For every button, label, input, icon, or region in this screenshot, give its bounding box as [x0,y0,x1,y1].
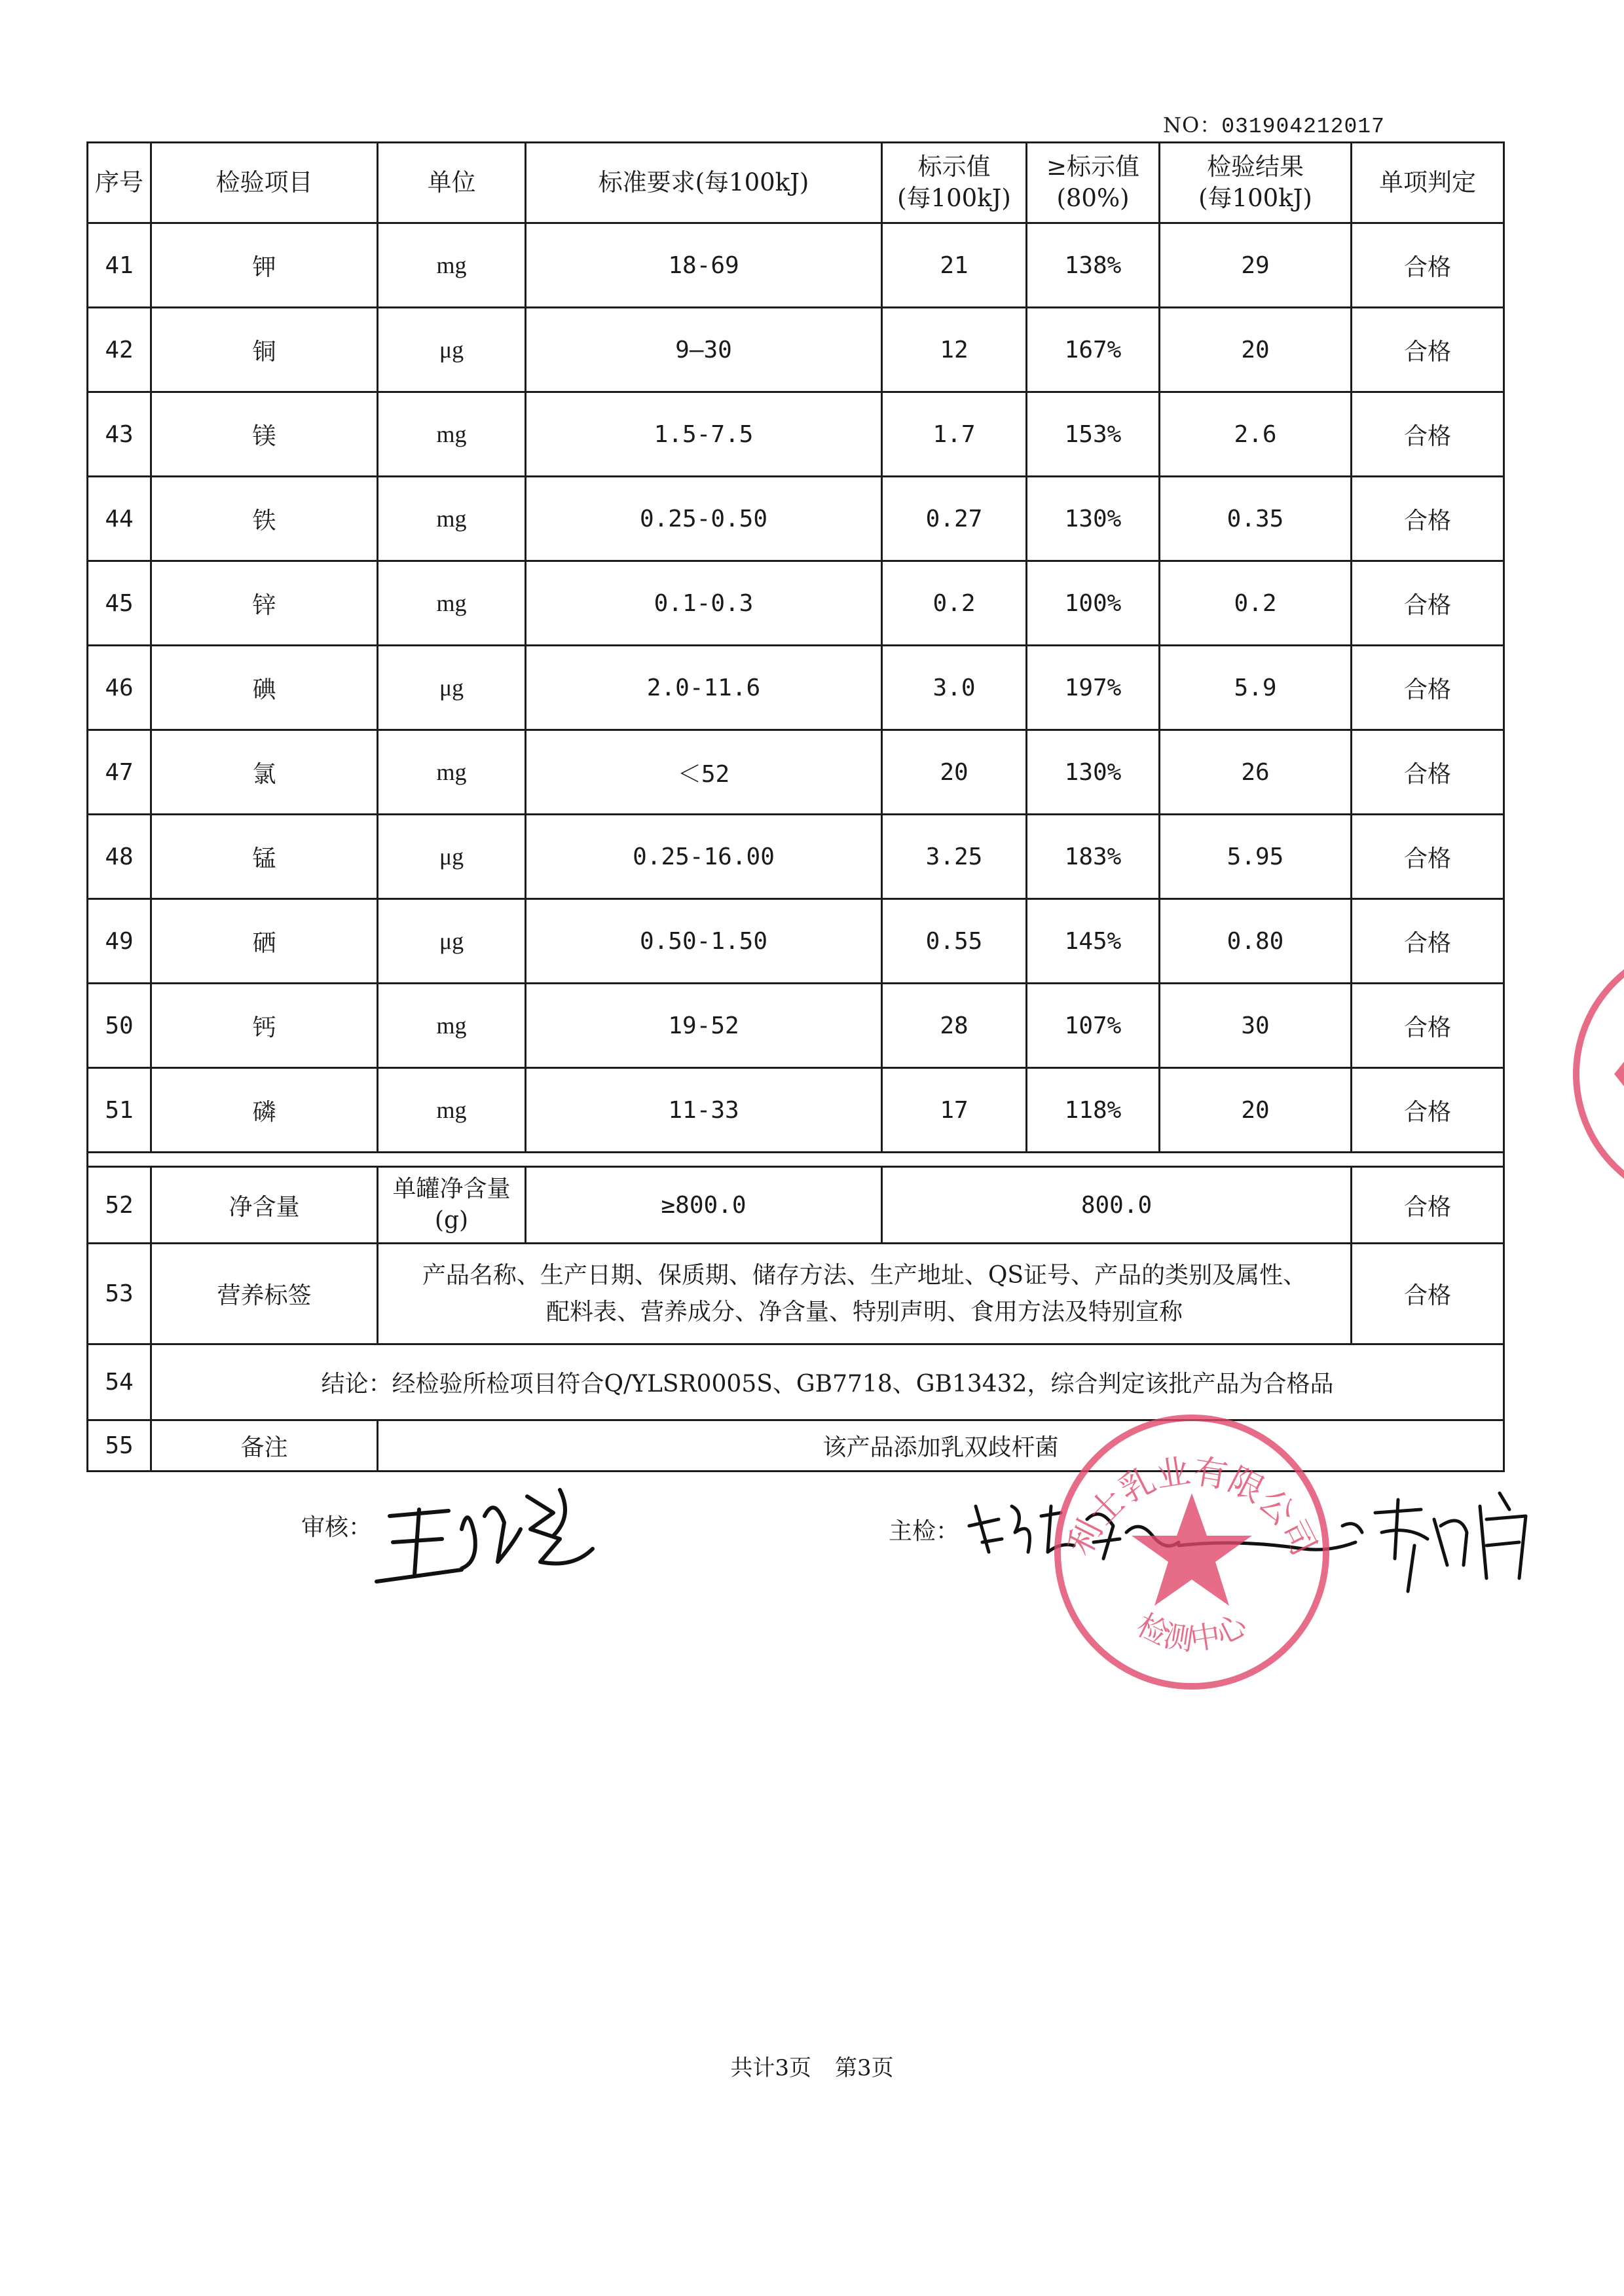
row-declared: 12 [882,308,1027,392]
row-standard: 0.1-0.3 [526,561,882,646]
table-header-row [88,143,1504,223]
report-number [1163,109,1385,139]
reviewer-signature [363,1477,606,1595]
row-judgement: 合格 [1352,646,1504,730]
table-row [88,308,1504,392]
row-standard: ＜52 [526,730,882,815]
row-seq: 47 [88,730,151,815]
nutrition-label-item: 营养标签 [151,1244,378,1344]
seal-text-bottom: 检测中心 [1131,1606,1253,1657]
row-unit: mg [378,561,526,646]
header-standard: 标准要求(每100kJ) [526,143,882,223]
header-judgement: 单项判定 [1352,143,1504,223]
row-judgement: 合格 [1352,392,1504,477]
row-item: 锌 [151,561,378,646]
table-row [88,561,1504,646]
row-item: 碘 [151,646,378,730]
row-ratio: 130% [1027,477,1160,561]
report-number-value: 031904212017 [1221,115,1385,139]
conclusion-text: 结论：经检验所检项目符合Q/YLSR0005S、GB7718、GB13432，综合判定该批产品为合格品 [151,1344,1504,1420]
row-standard: 0.25-0.50 [526,477,882,561]
header-result-line2: (每100kJ) [1198,184,1312,212]
net-content-unit [378,1167,526,1244]
header-result [1160,143,1352,223]
row-result: 2.6 [1160,392,1352,477]
row-ratio: 100% [1027,561,1160,646]
row-judgement: 合格 [1352,899,1504,984]
row-unit: mg [378,392,526,477]
remark-seq: 55 [88,1420,151,1472]
row-seq: 44 [88,477,151,561]
row-unit: mg [378,477,526,561]
row-item: 铁 [151,477,378,561]
row-seq: 46 [88,646,151,730]
table-row [88,646,1504,730]
company-seal [1041,1401,1342,1703]
row-item: 钾 [151,223,378,308]
row-declared: 3.0 [882,646,1027,730]
net-content-item: 净含量 [151,1167,378,1244]
header-ratio-line1: ≥标示值 [1046,153,1139,181]
row-result: 26 [1160,730,1352,815]
header-seq: 序号 [88,143,151,223]
table-row [88,1068,1504,1153]
row-ratio: 138% [1027,223,1160,308]
net-content-seq: 52 [88,1167,151,1244]
row-result: 5.9 [1160,646,1352,730]
report-number-label: NO： [1163,113,1222,138]
edge-seal-fragment [1565,936,1624,1212]
header-declared-line1: 标示值 [917,153,991,181]
row-ratio: 183% [1027,815,1160,899]
row-result: 0.80 [1160,899,1352,984]
row-declared: 3.25 [882,815,1027,899]
header-item: 检验项目 [151,143,378,223]
conclusion-seq: 54 [88,1344,151,1420]
table-row [88,984,1504,1068]
row-result: 29 [1160,223,1352,308]
row-ratio: 167% [1027,308,1160,392]
page-footer [0,2050,1624,2082]
row-seq: 49 [88,899,151,984]
table-row [88,392,1504,477]
table-gap-cell [88,1153,1504,1167]
row-item: 钙 [151,984,378,1068]
nutrition-label-text [378,1244,1352,1344]
row-judgement: 合格 [1352,984,1504,1068]
row-declared: 20 [882,730,1027,815]
row-unit: mg [378,1068,526,1153]
header-ratio-line2: (80%) [1056,184,1130,212]
row-judgement: 合格 [1352,308,1504,392]
row-declared: 28 [882,984,1027,1068]
nutrition-label-judgement: 合格 [1352,1244,1504,1344]
row-standard: 0.25-16.00 [526,815,882,899]
row-judgement: 合格 [1352,561,1504,646]
row-standard: 19-52 [526,984,882,1068]
row-unit: μg [378,815,526,899]
row-ratio: 118% [1027,1068,1160,1153]
row-seq: 43 [88,392,151,477]
table-row [88,223,1504,308]
row-seq: 41 [88,223,151,308]
row-standard: 9—30 [526,308,882,392]
row-item: 镁 [151,392,378,477]
row-result: 0.35 [1160,477,1352,561]
row-ratio: 107% [1027,984,1160,1068]
row-seq: 45 [88,561,151,646]
net-content-unit-line2: (g) [434,1207,469,1234]
footer-total-pages: 共计3页 [730,2055,811,2081]
row-ratio: 153% [1027,392,1160,477]
table-row [88,899,1504,984]
table-row [88,815,1504,899]
row-standard: 0.50-1.50 [526,899,882,984]
header-result-line1: 检验结果 [1207,153,1304,181]
nutrition-label-row [88,1244,1504,1344]
row-ratio: 145% [1027,899,1160,984]
nutrition-label-seq: 53 [88,1244,151,1344]
seal-text-top: 利士乳业有限公司 [1060,1451,1324,1563]
table-row [88,477,1504,561]
header-declared [882,143,1027,223]
header-ratio [1027,143,1160,223]
table-row [88,730,1504,815]
edge-seal-star-icon [1614,1058,1624,1090]
row-result: 0.2 [1160,561,1352,646]
row-standard: 1.5-7.5 [526,392,882,477]
inspector-label: 主检： [889,1518,960,1545]
row-ratio: 197% [1027,646,1160,730]
nutrition-label-text-line1: 产品名称、生产日期、保质期、储存方法、生产地址、QS证号、产品的类别及属性、 [422,1261,1307,1289]
row-unit: mg [378,730,526,815]
header-unit: 单位 [378,143,526,223]
row-result: 20 [1160,1068,1352,1153]
net-content-unit-line1: 单罐净含量 [392,1176,511,1202]
remark-label: 备注 [151,1420,378,1472]
row-judgement: 合格 [1352,1068,1504,1153]
row-declared: 0.55 [882,899,1027,984]
row-standard: 18-69 [526,223,882,308]
footer-current-page: 第3页 [835,2055,894,2081]
row-judgement: 合格 [1352,730,1504,815]
row-judgement: 合格 [1352,223,1504,308]
row-unit: μg [378,899,526,984]
row-seq: 42 [88,308,151,392]
row-result: 5.95 [1160,815,1352,899]
reviewer-label: 审核： [301,1514,373,1541]
remark-text: 该产品添加乳双歧杆菌 [378,1420,1504,1472]
row-declared: 1.7 [882,392,1027,477]
row-judgement: 合格 [1352,815,1504,899]
row-seq: 51 [88,1068,151,1153]
row-declared: 0.27 [882,477,1027,561]
row-unit: μg [378,308,526,392]
row-declared: 21 [882,223,1027,308]
row-item: 氯 [151,730,378,815]
row-result: 20 [1160,308,1352,392]
row-item: 磷 [151,1068,378,1153]
row-standard: 2.0-11.6 [526,646,882,730]
row-standard: 11-33 [526,1068,882,1153]
row-judgement: 合格 [1352,477,1504,561]
net-content-result: 800.0 [882,1167,1352,1244]
net-content-standard: ≥800.0 [526,1167,882,1244]
row-declared: 0.2 [882,561,1027,646]
row-ratio: 130% [1027,730,1160,815]
header-declared-line2: (每100kJ) [897,184,1011,212]
row-seq: 48 [88,815,151,899]
net-content-judgement: 合格 [1352,1167,1504,1244]
nutrition-label-text-line2: 配料表、营养成分、净含量、特别声明、食用方法及特别宣称 [545,1298,1183,1325]
row-item: 锰 [151,815,378,899]
row-result: 30 [1160,984,1352,1068]
inspection-table [86,141,1505,1472]
seal-star-icon [1132,1493,1252,1606]
row-item: 铜 [151,308,378,392]
row-unit: mg [378,984,526,1068]
row-unit: mg [378,223,526,308]
row-item: 硒 [151,899,378,984]
row-declared: 17 [882,1068,1027,1153]
row-seq: 50 [88,984,151,1068]
net-content-row [88,1167,1504,1244]
table-gap-row [88,1153,1504,1167]
row-unit: μg [378,646,526,730]
